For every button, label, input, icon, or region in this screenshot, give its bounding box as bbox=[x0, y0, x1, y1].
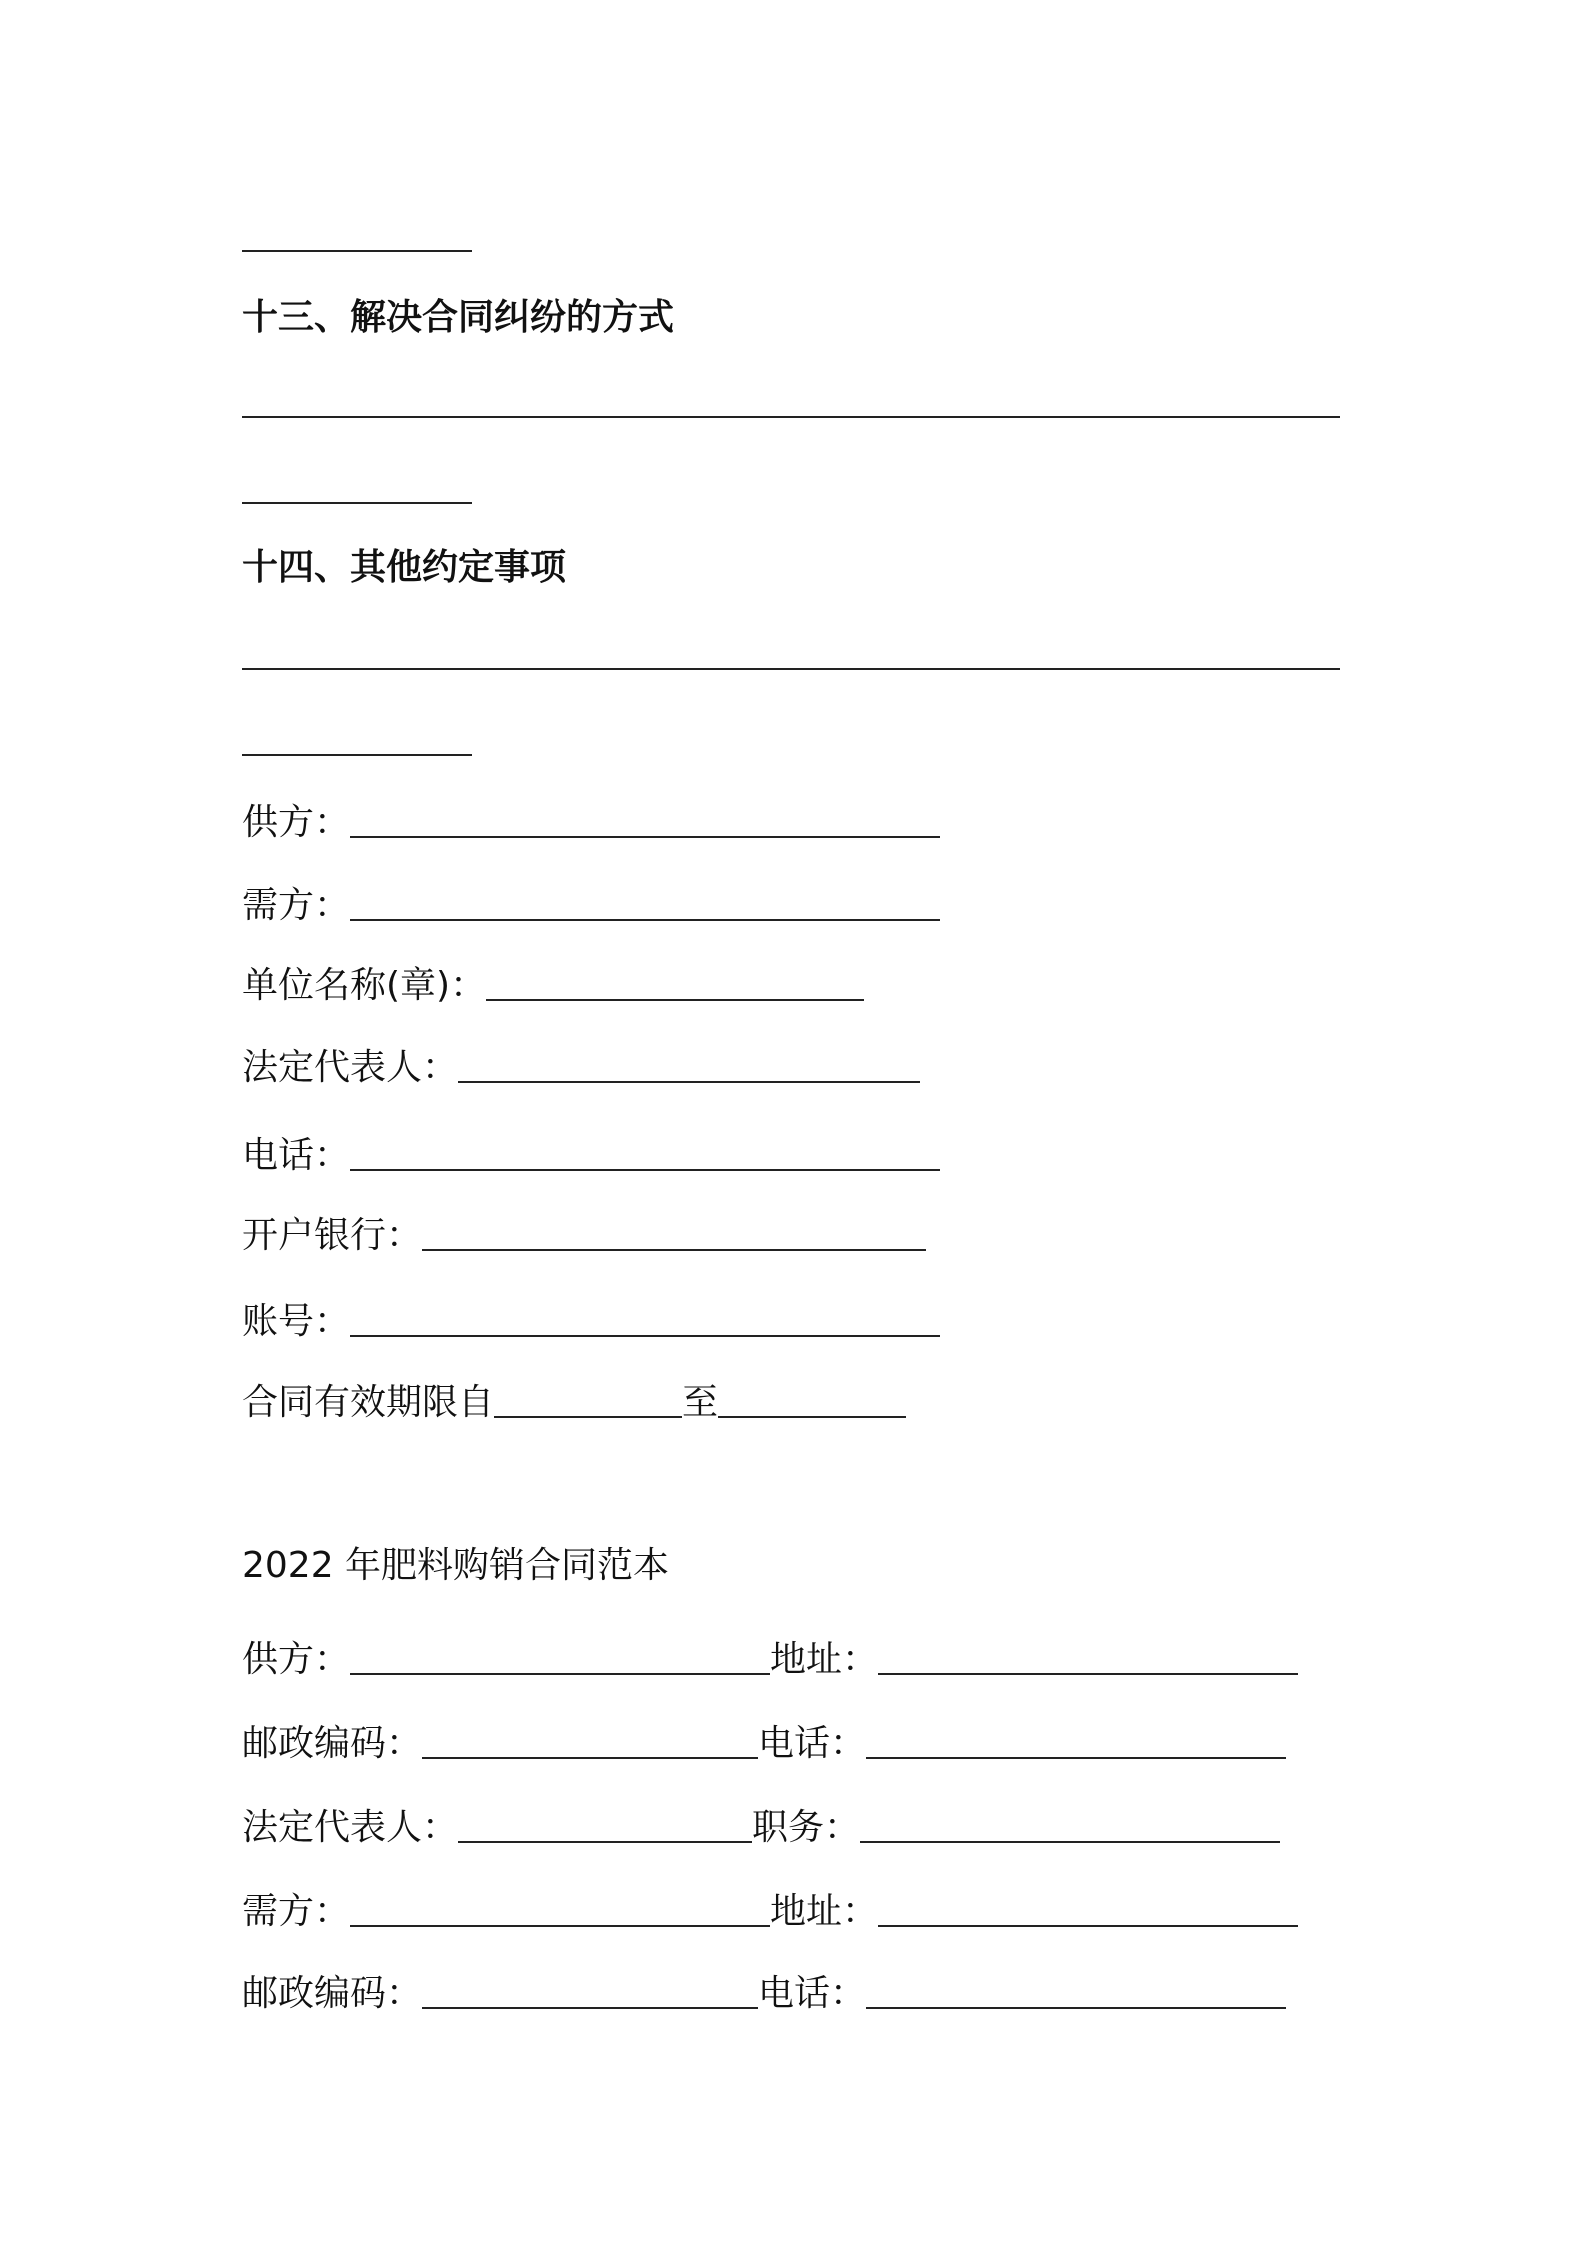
legal-rep-field[interactable] bbox=[458, 1081, 920, 1083]
buyer-label: 需方： bbox=[242, 885, 351, 926]
c2-postcode2-row bbox=[242, 1966, 1286, 2016]
validity-start-field[interactable] bbox=[494, 1416, 682, 1418]
bank-field[interactable] bbox=[422, 1249, 926, 1251]
c2-buyer-label: 需方： bbox=[242, 1891, 351, 1932]
c2-legal-rep-field[interactable] bbox=[458, 1841, 752, 1843]
validity-row bbox=[242, 1375, 906, 1425]
validity-to: 至 bbox=[682, 1382, 719, 1423]
section-heading-14 bbox=[242, 540, 566, 590]
c2-postcode-field[interactable] bbox=[422, 1757, 758, 1759]
c2-supplier-field[interactable] bbox=[350, 1673, 770, 1675]
c2-phone2-label: 电话： bbox=[758, 1973, 867, 2014]
c2-legal-rep-label: 法定代表人： bbox=[242, 1807, 459, 1848]
c2-address2-field[interactable] bbox=[878, 1925, 1298, 1927]
unit-name-field[interactable] bbox=[486, 999, 864, 1001]
c2-buyer-field[interactable] bbox=[350, 1925, 770, 1927]
supplier-row bbox=[242, 795, 940, 845]
supplier-field[interactable] bbox=[350, 836, 940, 838]
c2-position-label: 职务： bbox=[752, 1807, 861, 1848]
blank-line bbox=[242, 250, 472, 252]
blank-line bbox=[242, 668, 1340, 670]
c2-postcode2-field[interactable] bbox=[422, 2007, 758, 2009]
c2-phone2-field[interactable] bbox=[866, 2007, 1286, 2009]
section-heading-13 bbox=[242, 290, 674, 340]
c2-postcode-label: 邮政编码： bbox=[242, 1723, 423, 1764]
c2-supplier-label: 供方： bbox=[242, 1639, 351, 1680]
c2-postcode2-label: 邮政编码： bbox=[242, 1973, 423, 2014]
blank-line bbox=[242, 754, 472, 756]
unit-name-label: 单位名称(章)： bbox=[242, 965, 487, 1006]
blank-line bbox=[242, 416, 1340, 418]
buyer-field[interactable] bbox=[350, 919, 940, 921]
legal-rep-label: 法定代表人： bbox=[242, 1047, 459, 1088]
c2-legal-rep-row bbox=[242, 1800, 1280, 1850]
c2-supplier-row bbox=[242, 1632, 1298, 1682]
buyer-row bbox=[242, 878, 940, 928]
heading-text: 十三、解决合同纠纷的方式 bbox=[242, 297, 675, 338]
document-title: 2022 年肥料购销合同范本 bbox=[242, 1545, 670, 1586]
bank-row bbox=[242, 1208, 926, 1258]
c2-buyer-row bbox=[242, 1884, 1298, 1934]
c2-phone-label: 电话： bbox=[758, 1723, 867, 1764]
account-row bbox=[242, 1294, 940, 1344]
bank-label: 开户银行： bbox=[242, 1215, 423, 1256]
c2-address-field[interactable] bbox=[878, 1673, 1298, 1675]
phone-row bbox=[242, 1128, 940, 1178]
blank-line bbox=[242, 502, 472, 504]
validity-prefix: 合同有效期限自 bbox=[242, 1382, 495, 1423]
c2-postcode-row bbox=[242, 1716, 1286, 1766]
phone-field[interactable] bbox=[350, 1169, 940, 1171]
phone-label: 电话： bbox=[242, 1135, 351, 1176]
c2-address-label: 地址： bbox=[770, 1639, 879, 1680]
heading-text: 十四、其他约定事项 bbox=[242, 547, 567, 588]
legal-rep-row bbox=[242, 1040, 920, 1090]
c2-position-field[interactable] bbox=[860, 1841, 1280, 1843]
validity-end-field[interactable] bbox=[718, 1416, 906, 1418]
c2-phone-field[interactable] bbox=[866, 1757, 1286, 1759]
c2-address2-label: 地址： bbox=[770, 1891, 879, 1932]
supplier-label: 供方： bbox=[242, 802, 351, 843]
account-field[interactable] bbox=[350, 1335, 940, 1337]
unit-name-row bbox=[242, 958, 864, 1008]
account-label: 账号： bbox=[242, 1301, 351, 1342]
